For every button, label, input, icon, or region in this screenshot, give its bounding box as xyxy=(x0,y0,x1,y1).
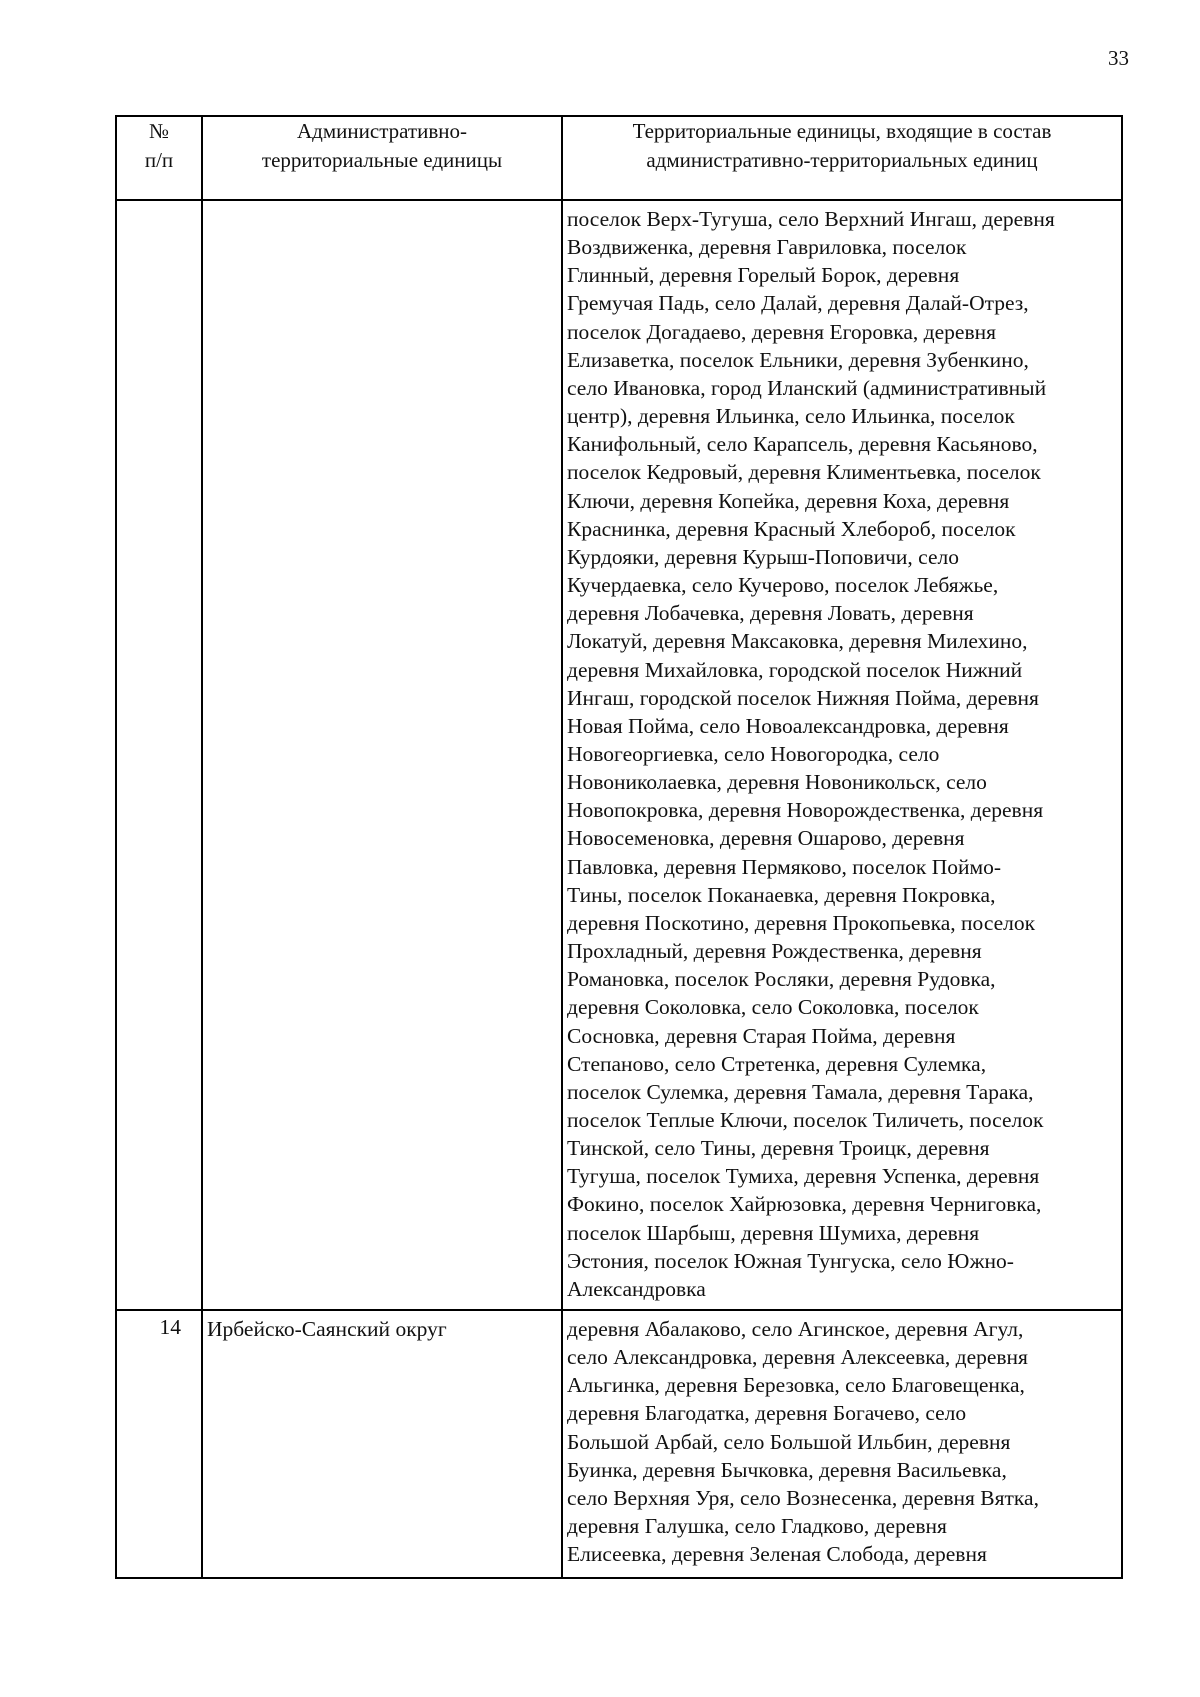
place-line: поселок Сулемка, деревня Тамала, деревня Тарака, xyxy=(567,1079,1034,1104)
header-admin-units-line: территориальные единицы xyxy=(261,148,503,172)
place-line: Павловка, деревня Пермяково, поселок Поймо- xyxy=(567,854,1002,879)
row-number: 14 xyxy=(116,1310,202,1578)
header-num xyxy=(116,116,202,200)
place-line: Гремучая Падь, село Далай, деревня Далай-Отрез, xyxy=(567,291,1029,316)
place-line: поселок Верх-Тугуша, село Верхний Ингаш, деревня xyxy=(567,207,1055,231)
place-line: поселок Догадаево, деревня Егоровка, деревня xyxy=(567,319,996,344)
place-line: Тугуша, поселок Тумиха, деревня Успенка, деревня xyxy=(567,1164,1040,1189)
place-line: Глинный, деревня Горелый Борок, деревня xyxy=(567,263,960,288)
place-line: Сосновка, деревня Старая Пойма, деревня xyxy=(567,1023,956,1048)
page-number: 33 xyxy=(1108,46,1129,70)
place-line: Тинской, село Тины, деревня Троицк, деревня xyxy=(567,1136,990,1161)
place-line: деревня Абалаково, село Агинское, деревня Агул, xyxy=(567,1317,1024,1341)
place-line: деревня Михайловка, городской поселок Нижний xyxy=(567,657,1023,682)
place-line: деревня Лобачевка, деревня Ловать, деревня xyxy=(567,601,974,626)
row-places xyxy=(562,200,1122,1310)
place-line: Канифольный, село Карапсель, деревня Касьяново, xyxy=(567,432,1038,457)
row-number xyxy=(116,200,202,1310)
place-line: Елизаветка, поселок Ельники, деревня Зубенкино, xyxy=(567,347,1029,372)
place-line: Прохладный, деревня Рождественка, деревня xyxy=(567,939,982,964)
place-line: Новопокровка, деревня Новорождественка, деревня xyxy=(567,798,1044,823)
place-line: Краснинка, деревня Красный Хлебороб, поселок xyxy=(567,516,1016,541)
place-line: Фокино, поселок Хайрюзовка, деревня Черниговка, xyxy=(567,1192,1042,1217)
table-row xyxy=(116,200,1122,1310)
place-line: Буинка, деревня Бычковка, деревня Васильевка, xyxy=(567,1457,1007,1482)
place-line: поселок Кедровый, деревня Климентьевка, поселок xyxy=(567,460,1041,485)
header-territorial-units xyxy=(562,116,1122,200)
place-line: Романовка, поселок Росляки, деревня Рудовка, xyxy=(567,967,996,992)
table-row xyxy=(116,1310,1122,1578)
place-line: Локатуй, деревня Максаковка, деревня Милехино, xyxy=(567,629,1028,654)
place-line: Новосеменовка, деревня Ошарово, деревня xyxy=(567,826,965,851)
place-line: деревня Соколовка, село Соколовка, поселок xyxy=(567,995,979,1020)
place-line: деревня Галушка, село Гладково, деревня xyxy=(567,1514,947,1539)
place-line: деревня Благодатка, деревня Богачево, село xyxy=(567,1401,967,1426)
header-num-line: п/п xyxy=(144,148,174,172)
place-line: Большой Арбай, село Большой Ильбин, деревня xyxy=(567,1429,1011,1454)
place-line: поселок Теплые Ключи, поселок Тиличеть, поселок xyxy=(567,1108,1044,1132)
place-line: Ключи, деревня Копейка, деревня Коха, деревня xyxy=(567,488,1010,513)
place-line: Кучердаевка, село Кучерово, поселок Лебяжье, xyxy=(567,573,999,598)
place-line: село Верхняя Уря, село Вознесенка, деревня Вятка, xyxy=(567,1485,1039,1510)
header-territorial-units-line: Территориальные единицы, входящие в состав xyxy=(632,119,1052,143)
place-line: Ингаш, городской поселок Нижняя Пойма, деревня xyxy=(567,685,1039,710)
header-admin-units xyxy=(202,116,562,200)
place-line: Эстония, поселок Южная Тунгуска, село Южно- xyxy=(567,1248,1014,1273)
header-row xyxy=(116,116,1122,200)
place-line: Елисеевка, деревня Зеленая Слобода, деревня xyxy=(567,1542,987,1567)
header-num-line: № xyxy=(148,119,170,143)
place-line: село Ивановка, город Иланский (административный xyxy=(567,375,1047,400)
header-territorial-units-line: административно-территориальных единиц xyxy=(646,148,1038,172)
place-line: центр), деревня Ильинка, село Ильинка, поселок xyxy=(567,404,1015,429)
row-admin-unit xyxy=(202,200,562,1310)
place-line: Альгинка, деревня Березовка, село Благовещенка, xyxy=(567,1373,1025,1398)
place-line: деревня Поскотино, деревня Прокопьевка, поселок xyxy=(567,910,1036,935)
place-line: Новая Пойма, село Новоалександровка, деревня xyxy=(567,713,1009,738)
place-line: село Александровка, деревня Алексеевка, деревня xyxy=(567,1345,1028,1370)
place-line: поселок Шарбыш, деревня Шумиха, деревня xyxy=(567,1220,980,1245)
place-line: Новониколаевка, деревня Новоникольск, село xyxy=(567,770,987,795)
place-line: Тины, поселок Поканаевка, деревня Покровка, xyxy=(567,882,996,907)
place-line: Новогеоргиевка, село Новогородка, село xyxy=(567,741,940,766)
header-admin-units-line: Административно- xyxy=(297,119,467,143)
place-line: Степаново, село Стретенка, деревня Сулемка, xyxy=(567,1051,987,1076)
place-line: Александровка xyxy=(567,1276,706,1301)
row-admin-unit: Ирбейско-Саянский округ xyxy=(202,1310,562,1578)
place-line: Курдояки, деревня Курыш-Поповичи, село xyxy=(567,544,959,569)
place-line: Воздвиженка, деревня Гавриловка, поселок xyxy=(567,235,967,260)
territorial-units-table xyxy=(115,115,1123,1579)
row-places xyxy=(562,1310,1122,1578)
